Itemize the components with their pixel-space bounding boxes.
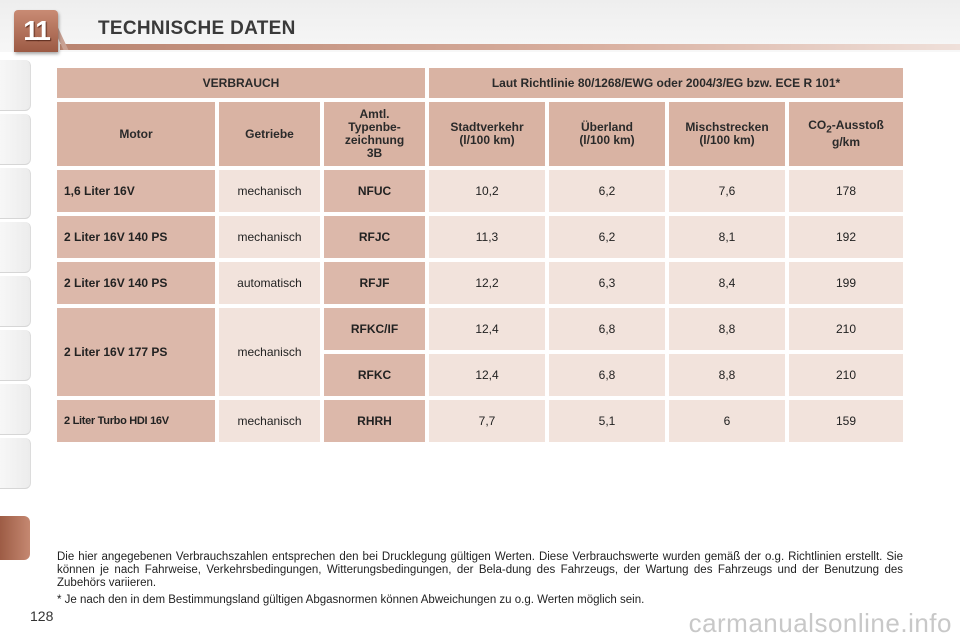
row-getriebe xyxy=(219,308,320,396)
col-header-label: Amtl. xyxy=(359,107,390,121)
cell-text: 11,3 xyxy=(475,229,499,244)
cell-text: 6,2 xyxy=(598,229,616,244)
cell-text: 159 xyxy=(835,413,857,428)
cell-text: 7,6 xyxy=(718,183,736,198)
cell-text: 6,8 xyxy=(598,367,616,382)
page-number: 128 xyxy=(30,608,54,624)
cell-text: 6,2 xyxy=(598,183,616,198)
row-getriebe xyxy=(219,170,320,212)
row-motor xyxy=(57,400,215,442)
row-ueberland xyxy=(549,216,665,258)
col-header-motor xyxy=(57,102,215,166)
cell-text: 8,4 xyxy=(718,275,736,290)
side-tab[interactable] xyxy=(0,60,31,111)
cell-text: 210 xyxy=(835,367,857,382)
col-header-label: 3B xyxy=(366,146,383,160)
row-misch xyxy=(669,170,785,212)
row-motor xyxy=(57,216,215,258)
col-header-label: zeichnung xyxy=(344,133,405,147)
side-tab[interactable] xyxy=(0,384,31,435)
row-stadt xyxy=(429,170,545,212)
cell-text: mechanisch xyxy=(237,183,302,198)
cell-text: mechanisch xyxy=(237,413,302,428)
cell-text: 6,8 xyxy=(598,321,616,336)
cell-text: 12,2 xyxy=(475,275,499,290)
cell-text: 12,4 xyxy=(475,321,499,336)
cell-text: mechanisch xyxy=(237,344,302,359)
col-header-getriebe xyxy=(219,102,320,166)
cell-text: 1,6 Liter 16V xyxy=(64,183,135,198)
col-header-label: Überland xyxy=(580,120,633,134)
co2-text: CO xyxy=(808,117,827,132)
row-co2 xyxy=(789,216,903,258)
row-ueberland xyxy=(549,262,665,304)
row-stadt xyxy=(429,308,545,350)
row-ueberland xyxy=(549,354,665,396)
col-header-stadt xyxy=(429,102,545,166)
cell-text: RHRH xyxy=(357,413,392,428)
side-tab[interactable] xyxy=(0,114,31,165)
side-tab[interactable] xyxy=(0,168,31,219)
table-title-cell xyxy=(57,68,425,98)
footnote-star: * Je nach den in dem Bestimmungsland gültigen Abgasnormen können Abweichungen zu o.g. Werten möglich sein. xyxy=(57,594,645,606)
row-typ xyxy=(324,354,425,396)
cell-text: mechanisch xyxy=(237,229,302,244)
col-header-label: (l/100 km) xyxy=(459,133,515,147)
cell-text: RFKC/IF xyxy=(350,321,399,336)
cell-text: 2 Liter Turbo HDI 16V xyxy=(64,414,169,427)
row-motor xyxy=(57,262,215,304)
cell-text: 192 xyxy=(835,229,857,244)
side-tab[interactable] xyxy=(0,330,31,381)
col-header-misch xyxy=(669,102,785,166)
col-header-label xyxy=(808,119,884,136)
side-tab[interactable] xyxy=(0,222,31,273)
row-stadt xyxy=(429,354,545,396)
col-header-label: g/km xyxy=(831,135,860,150)
col-header-label: Mischstrecken xyxy=(685,120,769,134)
col-header-label: Typenbe- xyxy=(348,120,401,134)
cell-text: 2 Liter 16V 140 PS xyxy=(64,275,168,290)
cell-text: 8,1 xyxy=(718,229,736,244)
row-misch xyxy=(669,216,785,258)
header-rule xyxy=(60,44,960,50)
co2-subscript: 2 xyxy=(826,124,832,136)
cell-text: 199 xyxy=(835,275,857,290)
table-title: VERBRAUCH xyxy=(202,75,280,90)
row-stadt xyxy=(429,400,545,442)
row-ueberland xyxy=(549,400,665,442)
cell-text: 6,3 xyxy=(598,275,616,290)
row-stadt xyxy=(429,216,545,258)
cell-text: 6 xyxy=(723,413,731,428)
cell-text: 8,8 xyxy=(718,321,736,336)
page-title: TECHNISCHE DATEN xyxy=(98,18,296,39)
row-stadt xyxy=(429,262,545,304)
cell-text: 10,2 xyxy=(475,183,499,198)
row-typ xyxy=(324,216,425,258)
cell-text: RFKC xyxy=(357,367,392,382)
col-header-label: (l/100 km) xyxy=(579,133,635,147)
row-co2 xyxy=(789,262,903,304)
row-motor xyxy=(57,308,215,396)
cell-text: 7,7 xyxy=(478,413,496,428)
directive-text: Laut Richtlinie 80/1268/EWG oder 2004/3/EG bzw. ECE R 101* xyxy=(491,75,841,90)
cell-text: automatisch xyxy=(237,275,302,290)
side-tab[interactable] xyxy=(0,276,31,327)
chapter-number: 11 xyxy=(23,15,49,46)
row-misch xyxy=(669,262,785,304)
row-co2 xyxy=(789,308,903,350)
row-ueberland xyxy=(549,308,665,350)
row-co2 xyxy=(789,400,903,442)
row-getriebe xyxy=(219,400,320,442)
row-typ xyxy=(324,308,425,350)
chapter-side-tabs xyxy=(0,60,34,600)
co2-text: -Ausstoß xyxy=(831,117,884,132)
side-tab-active[interactable] xyxy=(0,516,30,560)
cell-text: 12,4 xyxy=(475,367,499,382)
row-misch xyxy=(669,354,785,396)
row-motor xyxy=(57,170,215,212)
cell-text: 8,8 xyxy=(718,367,736,382)
row-typ xyxy=(324,262,425,304)
col-header-typ xyxy=(324,102,425,166)
cell-text: 178 xyxy=(835,183,857,198)
row-ueberland xyxy=(549,170,665,212)
col-header-label: Stadtverkehr xyxy=(450,120,524,134)
col-header-label: Getriebe xyxy=(245,126,294,141)
cell-text: NFUC xyxy=(357,183,392,198)
directive-cell xyxy=(429,68,903,98)
cell-text: RFJC xyxy=(358,229,391,244)
row-misch xyxy=(669,400,785,442)
footnote-main: Die hier angegebenen Verbrauchszahlen entsprechen den bei Drucklegung gültigen Werten. Diese Verbrauchswerte wurden gemäß der o.g. Richtlinien erstellt. Sie können je nach Fahrweise, Verkehrsbedingungen, Witterungsbedingungen, der Bela-dung des Fahrzeugs, der Wartung des Fahrzeugs und der Benutzung des Zubehörs variieren. xyxy=(57,551,903,589)
col-header-ueberland xyxy=(549,102,665,166)
cell-text: 5,1 xyxy=(598,413,616,428)
row-getriebe xyxy=(219,216,320,258)
row-typ xyxy=(324,170,425,212)
row-typ xyxy=(324,400,425,442)
row-co2 xyxy=(789,170,903,212)
col-header-co2 xyxy=(789,102,903,166)
row-co2 xyxy=(789,354,903,396)
col-header-label: (l/100 km) xyxy=(699,133,755,147)
cell-text: 2 Liter 16V 177 PS xyxy=(64,344,168,359)
col-header-label: Motor xyxy=(119,126,153,141)
cell-text: RFJF xyxy=(359,275,390,290)
watermark: carmanualsonline.info xyxy=(688,608,952,638)
row-misch xyxy=(669,308,785,350)
chapter-badge xyxy=(14,10,58,52)
cell-text: 210 xyxy=(835,321,857,336)
row-getriebe xyxy=(219,262,320,304)
cell-text: 2 Liter 16V 140 PS xyxy=(64,229,168,244)
side-tab[interactable] xyxy=(0,438,31,489)
